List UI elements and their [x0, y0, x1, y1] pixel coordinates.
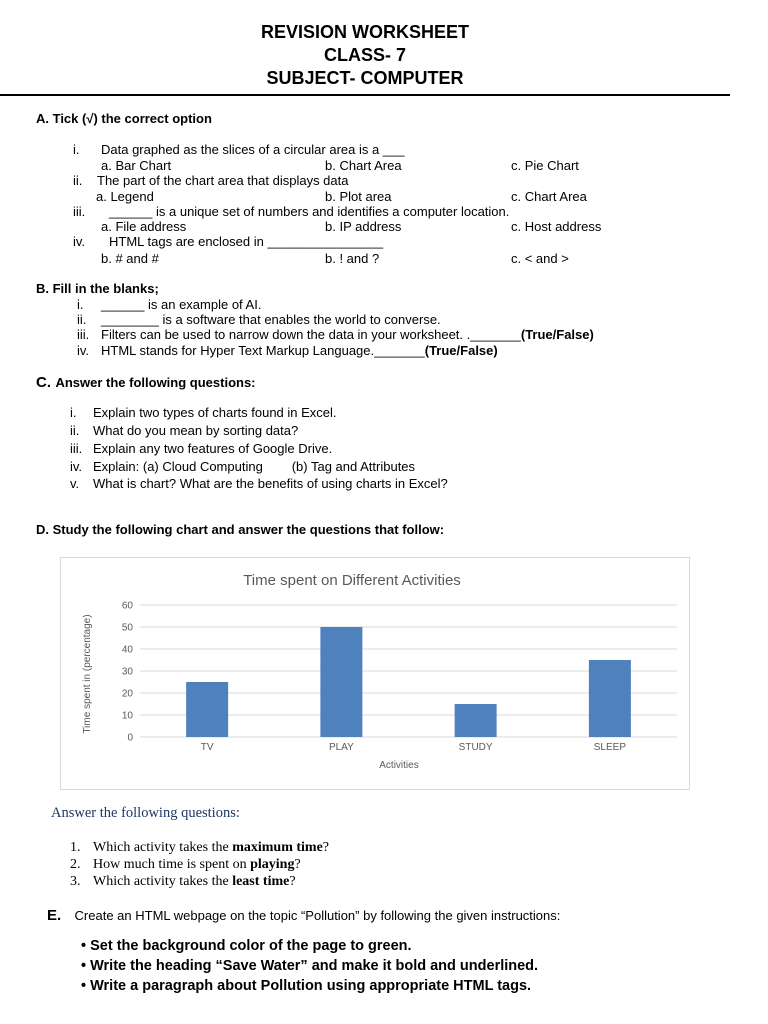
blank-text: ________ is a software that enables the world to converse.: [101, 312, 441, 327]
question-text: Explain two types of charts found in Excel.: [93, 405, 337, 420]
question-text: Explain: (a) Cloud Computing (b) Tag and Attributes: [93, 459, 416, 474]
worksheet-title: REVISION WORKSHEET: [260, 22, 470, 42]
bar-tv: [186, 682, 228, 737]
x-tick-label: STUDY: [458, 742, 493, 753]
x-tick-label: TV: [200, 742, 214, 753]
instruction-bullet: • Write the heading “Save Water” and make it bold and underlined.: [81, 958, 539, 974]
class-title: CLASS- 7: [323, 45, 406, 65]
question-number: 3.: [70, 874, 81, 889]
question-number: iv.: [73, 234, 86, 249]
blank-number: i.: [77, 297, 84, 312]
blank-number: iii.: [77, 327, 90, 342]
y-tick-label: 0: [127, 732, 133, 744]
subject-title: SUBJECT- COMPUTER: [266, 68, 464, 88]
x-tick-label: PLAY: [328, 742, 354, 753]
chart-x-axis-label: Activities: [379, 760, 419, 771]
question-text: The part of the chart area that displays data: [97, 173, 349, 188]
option-c: c. Host address: [511, 219, 602, 234]
section-e-heading: E. Create an HTML webpage on the topic “Pollution” by following the given instructions:: [47, 907, 561, 924]
question-text: HTML tags are enclosed in ________________: [109, 234, 384, 249]
option-b: b. Plot area: [325, 189, 392, 204]
instruction-bullet: • Set the background color of the page to green.: [81, 938, 412, 954]
question-number: v.: [70, 476, 80, 491]
y-tick-label: 60: [121, 600, 133, 612]
question-text: Which activity takes the maximum time?: [93, 840, 329, 855]
option-c: c. Pie Chart: [511, 158, 579, 173]
question-number: i.: [73, 142, 80, 157]
question-number: 2.: [70, 857, 81, 872]
bar-play: [320, 627, 362, 737]
blank-text: HTML stands for Hyper Text Markup Language._______(True/False): [101, 343, 498, 358]
chart-y-axis-label: Time spent in (percentage): [82, 614, 93, 734]
option-a: b. # and #: [101, 251, 159, 266]
bar-sleep: [589, 660, 631, 737]
blank-text: Filters can be used to narrow down the data in your worksheet. ._______(True/False): [101, 327, 594, 342]
blank-number: iv.: [77, 343, 90, 358]
bar-chart: [61, 558, 689, 789]
question-text: What do you mean by sorting data?: [93, 423, 299, 438]
question-number: ii.: [70, 423, 80, 438]
true-false-label: (True/False): [520, 327, 594, 342]
blank-text: ______ is an example of AI.: [101, 297, 262, 312]
question-text: Explain any two features of Google Drive.: [93, 441, 333, 456]
y-tick-label: 50: [121, 622, 133, 634]
question-number: i.: [70, 405, 77, 420]
question-number: iii.: [70, 441, 83, 456]
question-number: iii.: [73, 204, 86, 219]
question-number: 1.: [70, 840, 81, 855]
chart-title: Time spent on Different Activities: [243, 572, 461, 589]
option-a: a. Legend: [96, 189, 154, 204]
blank-number: ii.: [77, 312, 87, 327]
question-text: Data graphed as the slices of a circular area is a ___: [101, 142, 405, 157]
y-tick-label: 20: [121, 688, 133, 700]
section-a-heading: A. Tick (√) the correct option: [36, 111, 212, 126]
option-b: b. Chart Area: [325, 158, 402, 173]
section-b-heading: B. Fill in the blanks;: [36, 281, 159, 296]
answer-questions-heading: Answer the following questions:: [51, 805, 240, 821]
option-b: b. IP address: [325, 219, 402, 234]
question-number: iv.: [70, 459, 83, 474]
x-tick-label: SLEEP: [593, 742, 626, 753]
y-tick-label: 40: [121, 644, 133, 656]
y-tick-label: 10: [121, 710, 133, 722]
question-number: ii.: [73, 173, 83, 188]
question-text: How much time is spent on playing?: [93, 857, 301, 872]
option-b: b. ! and ?: [325, 251, 380, 266]
y-tick-label: 30: [121, 666, 133, 678]
section-c-heading: C. Answer the following questions:: [36, 374, 256, 391]
option-c: c. Chart Area: [511, 189, 587, 204]
question-text: ______ is a unique set of numbers and identifies a computer location.: [109, 204, 510, 219]
question-text: What is chart? What are the benefits of using charts in Excel?: [93, 476, 448, 491]
bar-study: [455, 704, 497, 737]
chart-frame: [60, 557, 690, 790]
header-divider: [0, 94, 730, 96]
option-c: c. < and >: [511, 251, 569, 266]
question-text: Which activity takes the least time?: [93, 874, 296, 889]
true-false-label: (True/False): [424, 343, 498, 358]
instruction-bullet: • Write a paragraph about Pollution using appropriate HTML tags.: [81, 978, 532, 994]
option-a: a. Bar Chart: [101, 158, 172, 173]
section-d-heading: D. Study the following chart and answer the questions that follow:: [36, 522, 445, 537]
option-a: a. File address: [101, 219, 187, 234]
